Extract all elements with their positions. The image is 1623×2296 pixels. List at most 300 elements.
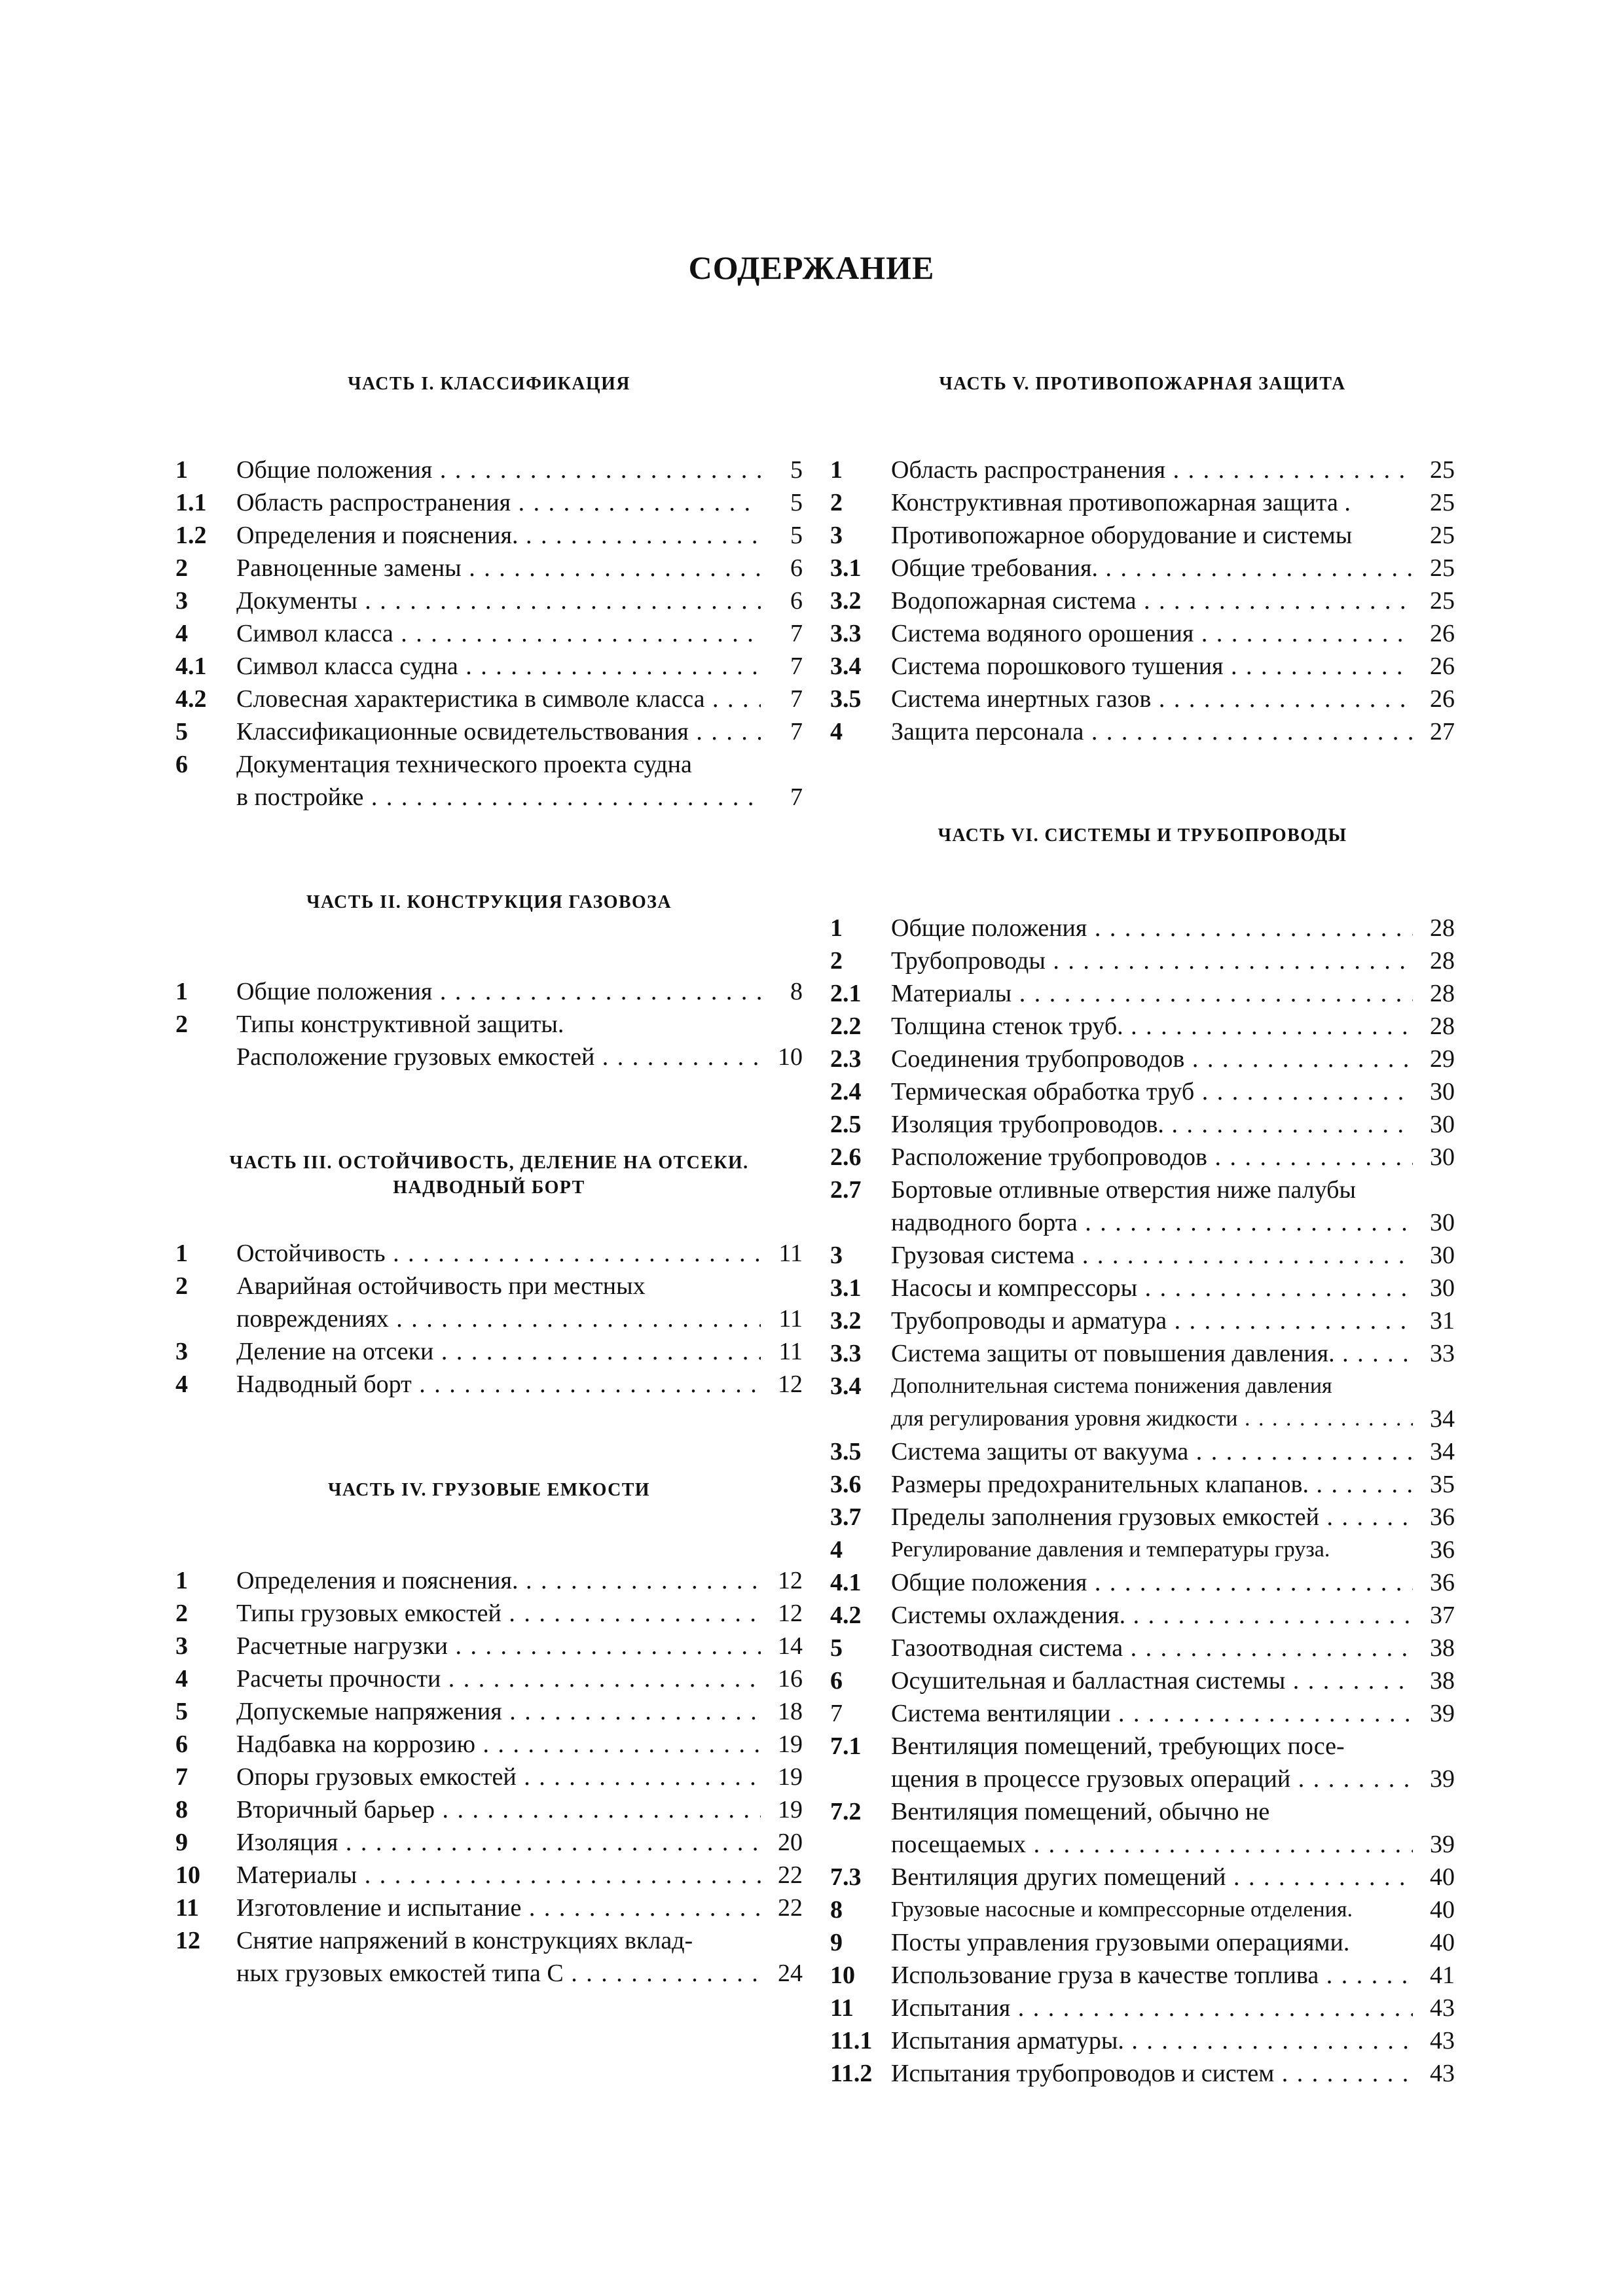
toc-entry[interactable] (830, 454, 1455, 486)
toc-entry[interactable] (830, 2024, 1455, 2057)
toc-entry-number: 9 (830, 1929, 843, 1956)
toc-entry-number: 4 (175, 1665, 188, 1693)
toc-entry-number: 6 (175, 1731, 188, 1758)
toc-entry-page: 25 (1430, 587, 1455, 615)
toc-entry[interactable] (175, 519, 803, 552)
toc-entry-title-line: Термическая обработка труб . . . (891, 1075, 1413, 1108)
toc-entry-title (891, 454, 1413, 486)
toc-entry-title (891, 1239, 1413, 1272)
toc-entry-title (236, 584, 761, 617)
toc-entry-title (236, 1859, 761, 1892)
toc-entry-number: 3.4 (830, 653, 862, 680)
toc-entry-title-line: Словесная характеристика в символе класса . . . (236, 683, 761, 715)
toc-entry-title (891, 977, 1413, 1010)
toc-entry-number: 2.1 (830, 980, 862, 1007)
toc-entry-title (891, 552, 1413, 584)
toc-entry-number: 3.5 (830, 1438, 862, 1465)
toc-entry-title-line: Грузовые насосные и компрессорные отделения. (891, 1897, 1353, 1922)
toc-entry[interactable] (830, 715, 1455, 748)
toc-entry-title-line: Опоры грузовых емкостей . . . (236, 1761, 761, 1793)
toc-entry-number: 11 (175, 1894, 199, 1922)
toc-entry-title (891, 912, 1413, 944)
toc-entry-title-line: Равноценные замены . . . (236, 552, 761, 584)
toc-entry[interactable] (175, 1728, 803, 1761)
toc-entry-number: 7.3 (830, 1863, 862, 1891)
toc-entry-page: 37 (1430, 1602, 1455, 1629)
toc-entry-title-line: Испытания . . . (891, 1992, 1413, 2024)
toc-entry-page: 28 (1430, 947, 1455, 975)
toc-entry[interactable] (830, 584, 1455, 617)
toc-entry-number: 1 (175, 456, 188, 484)
toc-entry-number: 3.2 (830, 1307, 862, 1335)
toc-entry-page: 33 (1430, 1340, 1455, 1367)
toc-entry-title-line: Аварийная остойчивость при местных (236, 1272, 646, 1300)
toc-entry[interactable] (830, 1992, 1455, 2024)
toc-entry-title (891, 1337, 1413, 1370)
toc-entry-page: 11 (778, 1240, 803, 1267)
toc-entry-title (891, 1730, 1413, 1795)
toc-entry[interactable] (175, 748, 803, 814)
toc-entry-page: 12 (778, 1371, 803, 1398)
toc-entry-number: 2 (175, 1272, 188, 1300)
toc-entry-page: 10 (778, 1043, 803, 1071)
toc-entry-number: 8 (830, 1896, 843, 1924)
toc-entry-title (236, 1270, 761, 1335)
toc-entry-number: 2 (175, 1600, 188, 1627)
toc-entry[interactable] (830, 1043, 1455, 1075)
toc-entry-number: 2.2 (830, 1013, 862, 1040)
toc-entry-title (891, 650, 1413, 683)
toc-entry-number: 3.3 (830, 620, 862, 647)
toc-entry-number: 5 (175, 1698, 188, 1725)
toc-entry-number: 11.1 (830, 2027, 873, 2054)
toc-entry-page: 30 (1430, 1209, 1455, 1236)
toc-entry[interactable] (830, 1730, 1455, 1795)
toc-entry-title-line: Вторичный барьер . . . (236, 1793, 761, 1826)
toc-entry-title-line: Испытания трубопроводов и систем . . . (891, 2057, 1413, 2090)
toc-entry-number: 2.7 (830, 1176, 862, 1204)
toc-entry-title-line: Система вентиляции . . . (891, 1697, 1413, 1730)
toc-entry-number: 2.6 (830, 1143, 862, 1171)
toc-entry[interactable] (830, 617, 1455, 650)
toc-entry-number: 1 (175, 1240, 188, 1267)
toc-entry-title-line: Размеры предохранительных клапанов. . . . (891, 1468, 1413, 1501)
toc-entry-number: 10 (175, 1861, 200, 1889)
toc-entry-title (891, 486, 1413, 519)
toc-entry-title (236, 1564, 761, 1597)
toc-entry-page: 20 (778, 1829, 803, 1856)
toc-entry-page: 35 (1430, 1471, 1455, 1498)
toc-entry-title-line: Изоляция трубопроводов. . . . (891, 1108, 1413, 1141)
toc-entry-page: 5 (790, 522, 803, 549)
toc-entry-title-line: Дополнительная система понижения давления (891, 1374, 1332, 1398)
toc-entry-page: 22 (778, 1894, 803, 1922)
toc-entry[interactable] (830, 519, 1455, 552)
toc-entry-title-line: Система порошкового тушения . . . (891, 650, 1413, 683)
toc-entry-title-line: Классификационные освидетельствования . . . (236, 715, 761, 748)
toc-entry-title (891, 1861, 1413, 1893)
toc-entry[interactable] (175, 650, 803, 683)
toc-entry-title-line: Допускемые напряжения . . . (236, 1695, 761, 1728)
toc-entry-number: 2.5 (830, 1111, 862, 1138)
toc-entry[interactable] (830, 1861, 1455, 1893)
toc-entry-number: 8 (175, 1796, 188, 1823)
toc-entry[interactable] (175, 1695, 803, 1728)
toc-entry-title-line: Область распространения . . . (891, 454, 1413, 486)
toc-entry-page: 39 (1430, 1831, 1455, 1858)
toc-entry-title-line: Определения и пояснения. . . . (236, 1564, 761, 1597)
toc-entry-number: 7.2 (830, 1798, 862, 1825)
toc-entry-title (891, 1108, 1413, 1141)
toc-entry[interactable] (175, 683, 803, 715)
toc-entry-number: 7.1 (830, 1732, 862, 1760)
toc-entry-title-line: Вентиляция других помещений . . . (891, 1861, 1413, 1893)
toc-entry-page: 12 (778, 1600, 803, 1627)
toc-entry-title (891, 1959, 1413, 1992)
toc-entry[interactable] (175, 1008, 803, 1073)
toc-entry[interactable] (830, 1534, 1455, 1566)
toc-entry-title-line: Область распространения . . . (236, 486, 761, 519)
toc-entry-page: 43 (1430, 2060, 1455, 2087)
part-heading (175, 372, 803, 397)
toc-entry-title-line: Осушительная и балластная системы . . . (891, 1664, 1413, 1697)
toc-list (175, 975, 803, 1073)
toc-entry-title (891, 1174, 1413, 1239)
toc-entry[interactable] (830, 1599, 1455, 1632)
toc-entry-number: 2 (830, 947, 843, 975)
toc-entry-number: 3.7 (830, 1503, 862, 1531)
toc-entry-title (891, 1632, 1413, 1664)
toc-entry-title (891, 1697, 1413, 1730)
toc-entry[interactable] (175, 1597, 803, 1630)
toc-entry-title-line: Использование груза в качестве топлива . . . (891, 1959, 1413, 1992)
toc-entry-title (891, 2057, 1413, 2090)
toc-entry-page: 22 (778, 1861, 803, 1889)
toc-entry-page: 39 (1430, 1700, 1455, 1727)
toc-entry-page: 14 (778, 1632, 803, 1660)
toc-entry[interactable] (830, 552, 1455, 584)
toc-entry[interactable] (175, 454, 803, 486)
toc-entry-title (891, 1043, 1413, 1075)
toc-entry-title-line: Противопожарное оборудование и системы (891, 522, 1353, 549)
toc-entry-title (236, 1630, 761, 1662)
toc-entry-title (236, 1237, 761, 1270)
toc-entry[interactable] (175, 1564, 803, 1597)
toc-entry-page: 6 (790, 554, 803, 582)
toc-entry[interactable] (175, 1335, 803, 1368)
toc-entry-title-line: Документы . . . (236, 584, 761, 617)
toc-entry-title-line: Соединения трубопроводов . . . (891, 1043, 1413, 1075)
toc-entry-number: 2.4 (830, 1078, 862, 1105)
toc-entry-page: 25 (1430, 456, 1455, 484)
toc-entry[interactable] (175, 1793, 803, 1826)
toc-entry[interactable] (830, 1337, 1455, 1370)
toc-entry-title (891, 617, 1413, 650)
toc-entry-number: 3 (175, 1338, 188, 1365)
toc-entry-title (236, 454, 761, 486)
toc-entry-number: 10 (830, 1962, 855, 1989)
toc-entry-title (891, 1992, 1413, 2024)
toc-entry[interactable] (175, 715, 803, 748)
toc-entry-page: 7 (790, 783, 803, 811)
toc-entry[interactable] (830, 1468, 1455, 1501)
toc-entry[interactable] (830, 1926, 1455, 1959)
toc-entry[interactable] (830, 1272, 1455, 1304)
part-heading (830, 823, 1455, 848)
toc-entry[interactable] (175, 1892, 803, 1924)
toc-entry[interactable] (175, 486, 803, 519)
toc-entry-title-line: Бортовые отливные отверстия ниже палубы (891, 1176, 1357, 1204)
toc-entry-title-line: Трубопроводы . . . (891, 944, 1413, 977)
toc-entry-title (891, 944, 1413, 977)
toc-entry-page: 40 (1430, 1896, 1455, 1924)
toc-entry-page: 36 (1430, 1503, 1455, 1531)
toc-entry[interactable] (830, 944, 1455, 977)
toc-entry[interactable] (175, 1662, 803, 1695)
toc-entry-title (236, 1761, 761, 1793)
toc-entry[interactable] (175, 1924, 803, 1990)
toc-entry-title-line: Типы грузовых емкостей . . . (236, 1597, 761, 1630)
part-heading (175, 890, 803, 915)
toc-entry-title (891, 1468, 1413, 1501)
toc-entry-title-line: Общие положения . . . (236, 454, 761, 486)
part-heading (175, 1478, 803, 1503)
toc-entry-page: 8 (790, 978, 803, 1005)
toc-entry-page: 7 (790, 685, 803, 713)
toc-entry-title (236, 552, 761, 584)
toc-entry-number: 1 (830, 456, 843, 484)
toc-entry-title-line: Расположение грузовых емкостей . . . (236, 1041, 761, 1073)
toc-entry-number: 2 (175, 554, 188, 582)
toc-entry-page: 34 (1430, 1405, 1455, 1433)
toc-entry-page: 19 (778, 1763, 803, 1791)
toc-entry-title-line: Система защиты от вакуума . . . (891, 1435, 1413, 1468)
toc-entry-title-line: Водопожарная система . . . (891, 584, 1413, 617)
toc-entry[interactable] (175, 584, 803, 617)
toc-entry[interactable] (175, 975, 803, 1008)
toc-entry-page: 7 (790, 653, 803, 680)
toc-entry-title (891, 1566, 1413, 1599)
toc-entry[interactable] (175, 1237, 803, 1270)
toc-entry-title-line: Трубопроводы и арматура . . . (891, 1304, 1413, 1337)
toc-entry-page: 30 (1430, 1274, 1455, 1302)
toc-entry-title-line: Насосы и компрессоры . . . (891, 1272, 1413, 1304)
toc-entry-title (236, 486, 761, 519)
toc-entry[interactable] (830, 977, 1455, 1010)
toc-entry-page: 26 (1430, 620, 1455, 647)
toc-entry[interactable] (830, 683, 1455, 715)
toc-entry-page: 40 (1430, 1863, 1455, 1891)
toc-entry-title (236, 519, 761, 552)
toc-entry-title (236, 1662, 761, 1695)
toc-entry-number: 3 (830, 1242, 843, 1269)
toc-entry-page: 36 (1430, 1569, 1455, 1596)
toc-entry-title (891, 1075, 1413, 1108)
toc-entry-page: 11 (778, 1338, 803, 1365)
toc-entry-title (891, 2024, 1413, 2057)
toc-entry-title (891, 1010, 1413, 1043)
toc-entry[interactable] (830, 1697, 1455, 1730)
toc-entry-page: 29 (1430, 1045, 1455, 1073)
toc-entry-title-line: Защита персонала . . . (891, 715, 1413, 748)
toc-entry-number: 9 (175, 1829, 188, 1856)
part-heading (830, 372, 1455, 397)
toc-entry-title-line: Пределы заполнения грузовых емкостей . . . (891, 1501, 1413, 1534)
toc-entry-title (236, 748, 761, 814)
toc-entry-page: 24 (778, 1960, 803, 1987)
toc-entry-title-line: Материалы . . . (236, 1859, 761, 1892)
toc-entry-title-line: Материалы . . . (891, 977, 1413, 1010)
toc-entry-number: 3.5 (830, 685, 862, 713)
part-heading-line: ЧАСТЬ V. ПРОТИВОПОЖАРНАЯ ЗАЩИТА (939, 374, 1346, 394)
toc-entry-number: 3.4 (830, 1372, 862, 1400)
toc-entry[interactable] (830, 1108, 1455, 1141)
toc-entry-title-line: Газоотводная система . . . (891, 1632, 1413, 1664)
toc-entry-page: 38 (1430, 1667, 1455, 1695)
toc-entry[interactable] (830, 1501, 1455, 1534)
toc-entry[interactable] (830, 1010, 1455, 1043)
toc-entry-title-line: Общие требования. . . . (891, 552, 1413, 584)
toc-entry-title-line: Общие положения . . . (891, 1566, 1413, 1599)
toc-entry-title (236, 1008, 761, 1073)
toc-entry-title-line: Система водяного орошения . . . (891, 617, 1413, 650)
toc-entry-title (891, 1599, 1413, 1632)
toc-entry-title-line: Регулирование давления и температуры груза. (891, 1537, 1330, 1562)
toc-entry-page: 19 (778, 1731, 803, 1758)
toc-entry-title-line: в постройке . . . (236, 781, 761, 814)
toc-entry[interactable] (175, 552, 803, 584)
toc-entry[interactable] (830, 1075, 1455, 1108)
toc-entry-number: 3.1 (830, 1274, 862, 1302)
toc-entry-title (891, 683, 1413, 715)
toc-entry-page: 34 (1430, 1438, 1455, 1465)
toc-entry-title-line: Грузовая система . . . (891, 1239, 1413, 1272)
toc-entry[interactable] (175, 617, 803, 650)
toc-entry[interactable] (830, 912, 1455, 944)
toc-entry[interactable] (830, 2057, 1455, 2090)
toc-entry-title-line: Испытания арматуры. . . . (891, 2024, 1413, 2057)
toc-entry[interactable] (830, 650, 1455, 683)
toc-entry-page: 7 (790, 620, 803, 647)
toc-entry[interactable] (830, 1174, 1455, 1239)
page-title: СОДЕРЖАНИЕ (688, 249, 935, 286)
toc-entry[interactable] (830, 1239, 1455, 1272)
toc-list (175, 1237, 803, 1401)
toc-entry-title-line: Снятие напряжений в конструкциях вклад- (236, 1927, 693, 1954)
toc-entry-title (891, 1501, 1413, 1534)
toc-entry-title (891, 1926, 1413, 1959)
toc-entry[interactable] (175, 1761, 803, 1793)
toc-entry-title (236, 1924, 761, 1990)
part-heading-line: ЧАСТЬ I. КЛАССИФИКАЦИЯ (348, 374, 630, 394)
toc-entry-title-line: Надбавка на коррозию . . . (236, 1728, 761, 1761)
toc-entry-page: 28 (1430, 980, 1455, 1007)
toc-list (830, 912, 1455, 2090)
toc-entry-number: 4.1 (175, 653, 207, 680)
toc-entry[interactable] (175, 1270, 803, 1335)
toc-entry-number: 3.1 (830, 554, 862, 582)
toc-entry-page: 38 (1430, 1634, 1455, 1662)
toc-entry-number: 2 (175, 1011, 188, 1038)
toc-entry-title (891, 1893, 1413, 1926)
toc-entry-title (891, 1141, 1413, 1174)
toc-entry[interactable] (830, 1141, 1455, 1174)
toc-entry-page: 27 (1430, 718, 1455, 745)
toc-entry-page: 28 (1430, 914, 1455, 942)
toc-entry-title (236, 1368, 761, 1401)
toc-entry-number: 3 (175, 1632, 188, 1660)
part-heading-line: ЧАСТЬ II. КОНСТРУКЦИЯ ГАЗОВОЗА (306, 892, 672, 912)
toc-entry[interactable] (830, 1304, 1455, 1337)
toc-entry[interactable] (830, 1370, 1455, 1435)
toc-entry-page: 25 (1430, 522, 1455, 549)
toc-entry-title (236, 1597, 761, 1630)
toc-entry-title-line: Изоляция . . . (236, 1826, 761, 1859)
toc-entry[interactable] (830, 1959, 1455, 1992)
toc-entry[interactable] (830, 1632, 1455, 1664)
toc-entry-title (891, 1370, 1413, 1435)
toc-entry-page: 5 (790, 456, 803, 484)
toc-entry-title (236, 1892, 761, 1924)
toc-entry[interactable] (175, 1826, 803, 1859)
toc-entry-title (236, 1826, 761, 1859)
toc-entry-title (891, 1534, 1413, 1566)
toc-entry-page: 16 (778, 1665, 803, 1693)
toc-entry-page: 30 (1430, 1143, 1455, 1171)
toc-entry-title-line: Расчетные нагрузки . . . (236, 1630, 761, 1662)
toc-entry-number: 2 (830, 489, 843, 516)
toc-entry[interactable] (830, 1566, 1455, 1599)
toc-entry-title-line: Типы конструктивной защиты. (236, 1011, 564, 1038)
toc-entry-number: 4.1 (830, 1569, 862, 1596)
toc-entry-number: 7 (175, 1763, 188, 1791)
toc-entry-title-line: Определения и пояснения. . . . (236, 519, 761, 552)
toc-entry-page: 40 (1430, 1929, 1455, 1956)
toc-entry-title-line: Документация технического проекта судна (236, 751, 692, 778)
toc-entry[interactable] (830, 1435, 1455, 1468)
toc-entry[interactable] (175, 1630, 803, 1662)
toc-list (175, 454, 803, 814)
toc-entry-title (891, 519, 1413, 552)
toc-entry-page: 30 (1430, 1078, 1455, 1105)
toc-entry-title (236, 617, 761, 650)
toc-entry-page: 11 (778, 1305, 803, 1333)
toc-entry-title-line: Расчеты прочности . . . (236, 1662, 761, 1695)
toc-entry[interactable] (830, 1795, 1455, 1861)
toc-entry-number: 11 (830, 1994, 854, 2022)
toc-entry-title (236, 650, 761, 683)
toc-entry-number: 5 (830, 1634, 843, 1662)
part-heading-line: ЧАСТЬ IV. ГРУЗОВЫЕ ЕМКОСТИ (327, 1480, 650, 1500)
toc-entry-title-line: Толщина стенок труб. . . . (891, 1010, 1413, 1043)
toc-entry[interactable] (830, 1893, 1455, 1926)
toc-entry-title-line: для регулирования уровня жидкости . . . (891, 1403, 1413, 1435)
toc-entry[interactable] (175, 1859, 803, 1892)
toc-entry-title-line: Деление на отсеки . . . (236, 1335, 761, 1368)
toc-entry-title-line: Расположение трубопроводов . . . (891, 1141, 1413, 1174)
toc-entry-title (236, 1793, 761, 1826)
toc-entry-title-line: щения в процессе грузовых операций . . . (891, 1763, 1413, 1795)
toc-entry[interactable] (830, 1664, 1455, 1697)
toc-entry-number: 6 (175, 751, 188, 778)
toc-entry-page: 12 (778, 1567, 803, 1594)
toc-entry-title-line: Система инертных газов . . . (891, 683, 1413, 715)
toc-entry[interactable] (830, 486, 1455, 519)
toc-entry-page: 5 (790, 489, 803, 516)
toc-entry-page: 25 (1430, 554, 1455, 582)
toc-entry-title-line: Остойчивость . . . (236, 1237, 761, 1270)
toc-entry[interactable] (175, 1368, 803, 1401)
